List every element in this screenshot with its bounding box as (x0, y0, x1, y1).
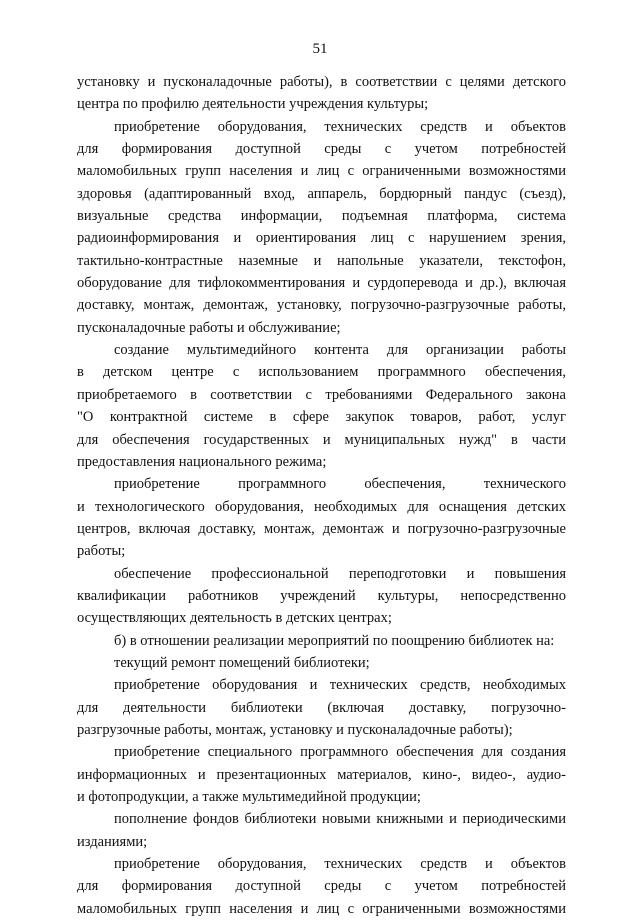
text-line: и фотопродукции, а также мультимедийной продукции; (77, 789, 421, 805)
text-line: пусконаладочные работы и обслуживание; (77, 319, 341, 336)
text-line: текущий ремонт помещений библиотеки; (114, 654, 370, 671)
text-line: для деятельности библиотеки (включая доставку, погрузочно- (77, 699, 566, 716)
text-line: доставку, монтаж, демонтаж, установку, погрузочно-разгрузочные работы, (77, 297, 566, 314)
text-line: б) в отношении реализации мероприятий по поощрению библиотек на: (114, 632, 555, 649)
text-line: приобретение программного обеспечения, технического (114, 476, 566, 493)
text-line: разгрузочные работы, монтаж, установку и пусконаладочные работы); (77, 721, 513, 738)
text-line: приобретение специального программного обеспечения для создания (114, 744, 566, 761)
text-line: приобретение оборудования и технических средств, необходимых (114, 677, 566, 694)
text-line: центров, включая доставку, монтаж, демонтаж и погрузочно-разгрузочные (77, 520, 566, 537)
text-line: создание мультимедийного контента для организации работы (114, 342, 566, 359)
text-line: обеспечение профессиональной переподготовки и повышения (114, 565, 566, 582)
text-line: "О контрактной системе в сфере закупок товаров, работ, услуг (77, 409, 566, 426)
text-line: в детском центре с использованием программного обеспечения, (77, 364, 566, 381)
text-line: работы; (77, 543, 126, 560)
text-line: для формирования доступной среды с учетом потребностей (77, 878, 566, 895)
text-line: радиоинформирования и ориентирования лиц с нарушением зрения, (77, 230, 566, 247)
text-line: предоставления национального режима; (77, 453, 327, 470)
text-line: маломобильных групп населения и лиц с ограниченными возможностями (77, 163, 566, 180)
text-line: визуальные средства информации, подъемная платформа, система (77, 208, 566, 225)
text-line: приобретение оборудования, технических средств и объектов (114, 118, 566, 135)
text-line: приобретаемого в соответствии с требованиями Федерального закона (77, 386, 566, 403)
body-text (77, 71, 566, 920)
text-line: и технологического оборудования, необходимых для оснащения детских (77, 498, 566, 515)
text-line: установку и пусконаладочные работы), в соответствии с целями детского (77, 74, 566, 90)
text-line: приобретение оборудования, технических средств и объектов (114, 856, 566, 873)
text-line: оборудование для тифлокомментирования и сурдоперевода и др.), включая (77, 275, 566, 292)
text-line: центра по профилю деятельности учреждения культуры; (77, 96, 429, 113)
text-line: изданиями; (77, 833, 148, 850)
text-line: для формирования доступной среды с учетом потребностей (77, 141, 566, 158)
text-line: осуществляющих деятельность в детских центрах; (77, 610, 392, 627)
page-number: 51 (312, 41, 328, 57)
text-line: тактильно-контрастные наземные и напольные указатели, текстофон, (77, 252, 566, 269)
text-line: для обеспечения государственных и муниципальных нужд" в части (77, 431, 566, 448)
text-line: квалификации работников учреждений культуры, непосредственно (77, 587, 566, 604)
text-line: здоровья (адаптированный вход, аппарель, бордюрный пандус (съезд), (77, 185, 566, 202)
text-line: пополнение фондов библиотеки новыми книжными и периодическими (114, 811, 566, 828)
text-line: маломобильных групп населения и лиц с ограниченными возможностями (77, 900, 566, 917)
text-line: информационных и презентационных материалов, кино-, видео-, аудио- (77, 766, 566, 783)
